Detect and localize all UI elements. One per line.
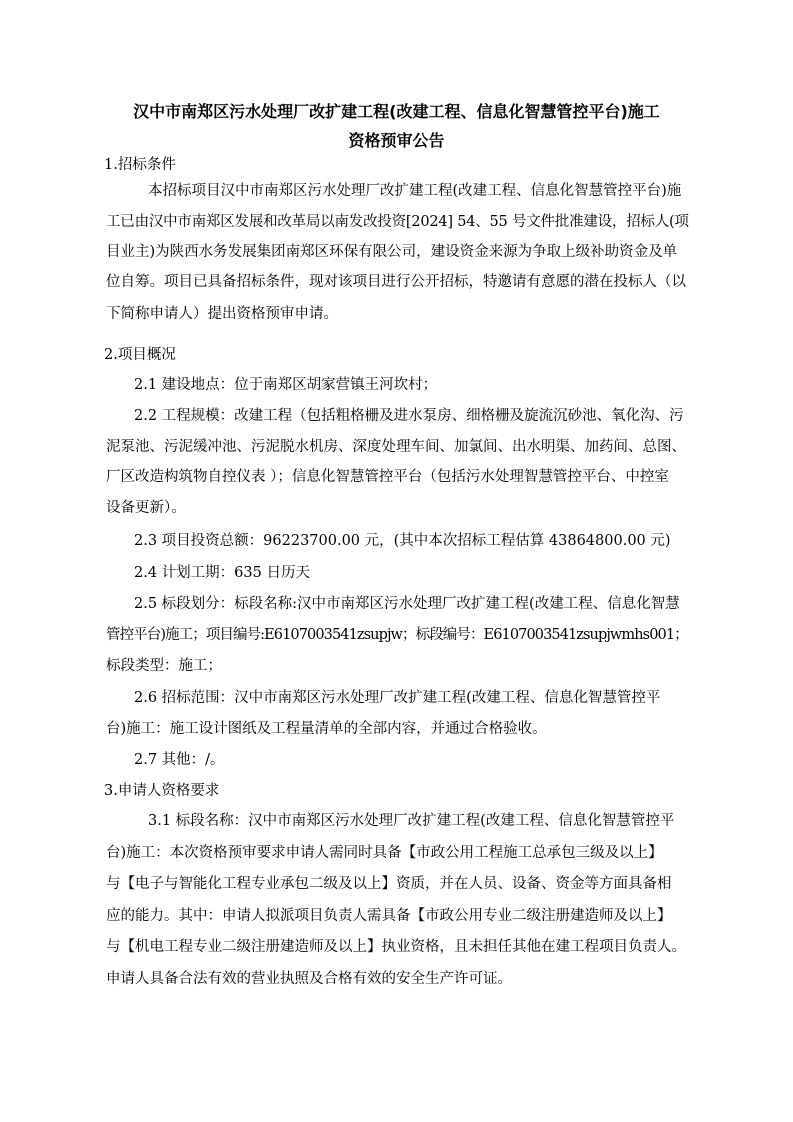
item-line: 台)施工：本次资格预审要求申请人需同时具备【市政公用工程施工总承包三级及以上】: [106, 845, 663, 861]
item-line: 台)施工：施工设计图纸及工程量清单的全部内容，并通过合格验收。: [106, 721, 547, 737]
item-line: 管控平台)施工；项目编号:E6107003541zsupjw；标段编号：E6107003541zsupjwmhs001；: [106, 627, 688, 643]
item-line: 2.3 项目投资总额：96223700.00 元，(其中本次招标工程估算 43864800.00 元): [134, 533, 671, 549]
item-line: 设备更新）。: [106, 500, 186, 516]
item-line: 2.4 计划工期：635 日历天: [134, 565, 310, 581]
document-title-line-1: 汉中市南郑区污水处理厂改扩建工程(改建工程、信息化智慧管控平台)施工: [133, 102, 660, 121]
paragraph-line: 工已由汉中市南郑区发展和改革局以南发改投资[2024] 54、55 号文件批准建设，招标人(项: [106, 214, 689, 230]
document-title-line-2: 资格预审公告: [348, 131, 445, 150]
section-heading: 2.项目概况: [104, 347, 176, 363]
paragraph-line: 本招标项目汉中市南郑区污水处理厂改扩建工程(改建工程、信息化智慧管控平台)施: [148, 183, 682, 199]
paragraph-line: 位自筹。项目已具备招标条件，现对该项目进行公开招标，特邀请有意愿的潜在投标人（以: [106, 274, 686, 290]
item-line: 应的能力。其中：申请人拟派项目负责人需具备【市政公用专业二级注册建造师及以上】: [106, 908, 672, 924]
section-heading: 3.申请人资格要求: [104, 783, 220, 799]
item-line: 厂区改造构筑物自控仪表 ）；信息化智慧管控平台（包括污水处理智慧管控平台、中控室: [106, 469, 669, 485]
item-line: 2.5 标段划分：标段名称:汉中市南郑区污水处理厂改扩建工程(改建工程、信息化智慧: [134, 596, 680, 612]
item-line: 2.7 其他：/。: [134, 752, 225, 768]
item-line: 与【电子与智能化工程专业承包二级及以上】资质，并在人员、设备、资金等方面具备相: [106, 876, 672, 892]
item-line: 申请人具备合法有效的营业执照及合格有效的安全生产许可证。: [106, 971, 512, 987]
section-heading: 1.招标条件: [104, 157, 176, 173]
item-line: 与【机电工程专业二级注册建造师及以上】执业资格，且未担任其他在建工程项目负责人。: [106, 939, 686, 955]
item-line: 2.2 工程规模：改建工程（包括粗格栅及进水泵房、细格栅及旋流沉砂池、氧化沟、污: [134, 408, 684, 424]
item-line: 2.6 招标范围：汉中市南郑区污水处理厂改扩建工程(改建工程、信息化智慧管控平: [134, 690, 661, 706]
item-line: 标段类型：施工；: [106, 658, 222, 674]
item-line: 3.1 标段名称：汉中市南郑区污水处理厂改扩建工程(改建工程、信息化智慧管控平: [148, 813, 675, 829]
paragraph-line: 目业主)为陕西水务发展集团南郑区环保有限公司，建设资金来源为争取上级补助资金及单: [106, 244, 678, 260]
item-line: 泥泵池、污泥缓冲池、污泥脱水机房、深度处理车间、加氯间、出水明渠、加药间、总图、: [106, 439, 686, 455]
item-line: 2.1 建设地点：位于南郑区胡家营镇王河坎村；: [134, 377, 438, 393]
paragraph-line: 下简称申请人）提出资格预审申请。: [106, 306, 338, 322]
